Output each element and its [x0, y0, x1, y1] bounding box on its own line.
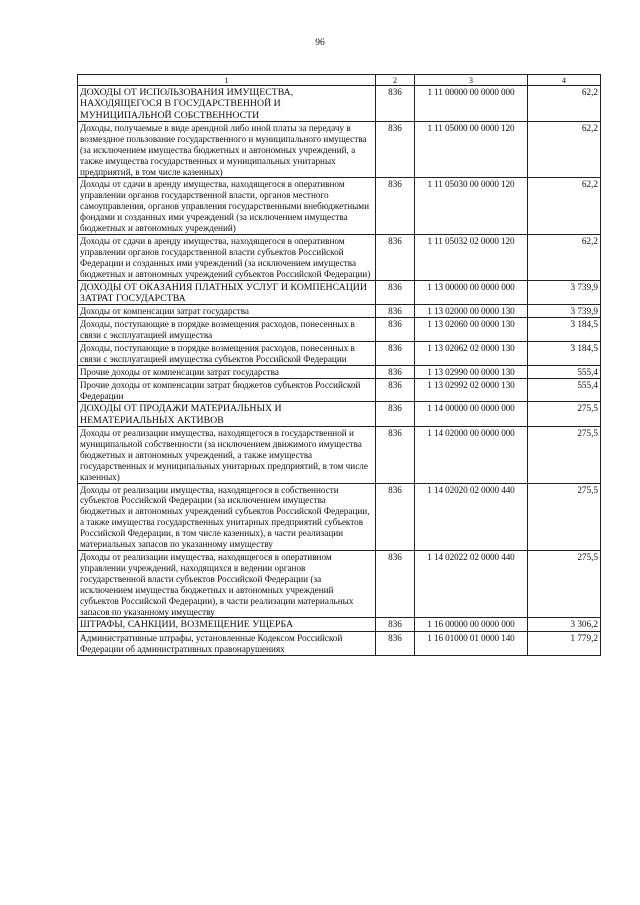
amount-cell: 275,5 — [528, 402, 601, 427]
revenue-name-cell: Административные штрафы, установленные Кодексом Российской Федерации об административных правонарушениях — [78, 631, 376, 655]
kbk-code-cell: 1 13 02060 00 0000 130 — [415, 318, 528, 342]
admin-code-cell: 836 — [376, 378, 415, 402]
amount-cell: 3 739,9 — [528, 305, 601, 318]
amount-cell: 275,5 — [528, 427, 601, 484]
kbk-code-cell: 1 13 02062 02 0000 130 — [415, 341, 528, 365]
page-number: 96 — [315, 38, 325, 48]
column-number: 2 — [376, 75, 415, 86]
amount-cell: 62,2 — [528, 121, 601, 178]
kbk-code-cell: 1 13 02992 02 0000 130 — [415, 378, 528, 402]
revenue-name-cell: Доходы от реализации имущества, находящегося в оперативном управлении учреждений, находящихся в ведении органов государственной власти субъектов Российской Федерации (за исключением имущества бюджетных и автономных учреждений субъектов Российской Федерации), в части реализации материальных запасов по указанному имуществу — [78, 550, 376, 617]
table-row — [78, 427, 601, 484]
amount-cell: 555,4 — [528, 378, 601, 402]
revenue-name-cell: Доходы от компенсации затрат государства — [78, 305, 376, 318]
revenue-name-cell: Доходы, получаемые в виде арендной либо иной платы за передачу в возмездное пользование государственного и муниципального имущества (за исключением имущества бюджетных и автономных учреждений, а также имущества государственных и муниципальных унитарных предприятий, в том числе казенных) — [78, 121, 376, 178]
admin-code-cell: 836 — [376, 234, 415, 280]
admin-code-cell: 836 — [376, 631, 415, 655]
revenue-name-cell: Прочие доходы от компенсации затрат бюджетов субъектов Российской Федерации — [78, 378, 376, 402]
admin-code-cell: 836 — [376, 618, 415, 631]
amount-cell: 62,2 — [528, 178, 601, 235]
revenue-name-cell: Доходы от сдачи в аренду имущества, находящегося в оперативном управлении органов государственной власти субъектов Российской Федерации и созданных ими учреждений (за исключением имущества бюджетных и автономных учреждений субъектов Российской Федерации) — [78, 234, 376, 280]
column-number: 1 — [78, 75, 376, 86]
kbk-code-cell: 1 16 00000 00 0000 000 — [415, 618, 528, 631]
amount-cell: 275,5 — [528, 550, 601, 617]
revenue-table — [77, 74, 601, 656]
admin-code-cell: 836 — [376, 178, 415, 235]
table-row — [78, 178, 601, 235]
section-row — [78, 402, 601, 427]
admin-code-cell: 836 — [376, 121, 415, 178]
admin-code-cell: 836 — [376, 341, 415, 365]
admin-code-cell: 836 — [376, 427, 415, 484]
kbk-code-cell: 1 14 02022 02 0000 440 — [415, 550, 528, 617]
kbk-code-cell: 1 11 05000 00 0000 120 — [415, 121, 528, 178]
amount-cell: 3 184,5 — [528, 318, 601, 342]
revenue-name-cell: ДОХОДЫ ОТ ПРОДАЖИ МАТЕРИАЛЬНЫХ И НЕМАТЕРИАЛЬНЫХ АКТИВОВ — [78, 402, 376, 427]
amount-cell: 62,2 — [528, 86, 601, 122]
kbk-code-cell: 1 14 00000 00 0000 000 — [415, 402, 528, 427]
admin-code-cell: 836 — [376, 550, 415, 617]
revenue-name-cell: Доходы, поступающие в порядке возмещения расходов, понесенных в связи с эксплуатацией имущества субъектов Российской Федерации — [78, 341, 376, 365]
revenue-name-cell: Доходы от сдачи в аренду имущества, находящегося в оперативном управлении органов государственной власти, органов местного самоуправления, органов управления государственными внебюджетными фондами и созданных ими учреждений (за исключением имущества бюджетных и автономных учреждений) — [78, 178, 376, 235]
kbk-code-cell: 1 11 00000 00 0000 000 — [415, 86, 528, 122]
amount-cell: 3 184,5 — [528, 341, 601, 365]
amount-cell: 555,4 — [528, 365, 601, 378]
table-row — [78, 365, 601, 378]
revenue-name-cell: Прочие доходы от компенсации затрат государства — [78, 365, 376, 378]
revenue-name-cell: Доходы от реализации имущества, находящегося в государственной и муниципальной собственности (за исключением движимого имущества бюджетных и автономных учреждений, а также имущества государственных и муниципальных унитарных предприятий, в том числе казенных) — [78, 427, 376, 484]
table-row — [78, 631, 601, 655]
amount-cell: 3 739,9 — [528, 280, 601, 305]
table-row — [78, 550, 601, 617]
kbk-code-cell: 1 14 02000 00 0000 000 — [415, 427, 528, 484]
admin-code-cell: 836 — [376, 483, 415, 550]
kbk-code-cell: 1 16 01000 01 0000 140 — [415, 631, 528, 655]
admin-code-cell: 836 — [376, 280, 415, 305]
table-row — [78, 483, 601, 550]
revenue-name-cell: ДОХОДЫ ОТ ИСПОЛЬЗОВАНИЯ ИМУЩЕСТВА, НАХОДЯЩЕГОСЯ В ГОСУДАРСТВЕННОЙ И МУНИЦИПАЛЬНОЙ СОБСТВЕННОСТИ — [78, 86, 376, 122]
amount-cell: 3 306,2 — [528, 618, 601, 631]
amount-cell: 62,2 — [528, 234, 601, 280]
section-row — [78, 86, 601, 122]
table-row — [78, 341, 601, 365]
admin-code-cell: 836 — [376, 402, 415, 427]
revenue-name-cell: Доходы от реализации имущества, находящегося в собственности субъектов Российской Федерации (за исключением имущества бюджетных и автономных учреждений субъектов Российской Федерации, а также имущества государственных унитарных предприятий субъектов Российской Федерации, в том числе казенных), в части реализации материальных запасов по указанному имуществу — [78, 483, 376, 550]
column-number-row — [78, 75, 601, 86]
revenue-name-cell: ШТРАФЫ, САНКЦИИ, ВОЗМЕЩЕНИЕ УЩЕРБА — [78, 618, 376, 631]
table-row — [78, 234, 601, 280]
amount-cell: 275,5 — [528, 483, 601, 550]
section-row — [78, 618, 601, 631]
kbk-code-cell: 1 13 00000 00 0000 000 — [415, 280, 528, 305]
column-number: 4 — [528, 75, 601, 86]
section-row — [78, 280, 601, 305]
kbk-code-cell: 1 11 05030 00 0000 120 — [415, 178, 528, 235]
table-row — [78, 305, 601, 318]
kbk-code-cell: 1 13 02000 00 0000 130 — [415, 305, 528, 318]
column-number: 3 — [415, 75, 528, 86]
admin-code-cell: 836 — [376, 365, 415, 378]
kbk-code-cell: 1 13 02990 00 0000 130 — [415, 365, 528, 378]
admin-code-cell: 836 — [376, 318, 415, 342]
amount-cell: 1 779,2 — [528, 631, 601, 655]
admin-code-cell: 836 — [376, 305, 415, 318]
admin-code-cell: 836 — [376, 86, 415, 122]
kbk-code-cell: 1 11 05032 02 0000 120 — [415, 234, 528, 280]
table-row — [78, 318, 601, 342]
table-row — [78, 378, 601, 402]
revenue-name-cell: ДОХОДЫ ОТ ОКАЗАНИЯ ПЛАТНЫХ УСЛУГ И КОМПЕНСАЦИИ ЗАТРАТ ГОСУДАРСТВА — [78, 280, 376, 305]
revenue-name-cell: Доходы, поступающие в порядке возмещения расходов, понесенных в связи с эксплуатацией имущества — [78, 318, 376, 342]
table-row — [78, 121, 601, 178]
kbk-code-cell: 1 14 02020 02 0000 440 — [415, 483, 528, 550]
